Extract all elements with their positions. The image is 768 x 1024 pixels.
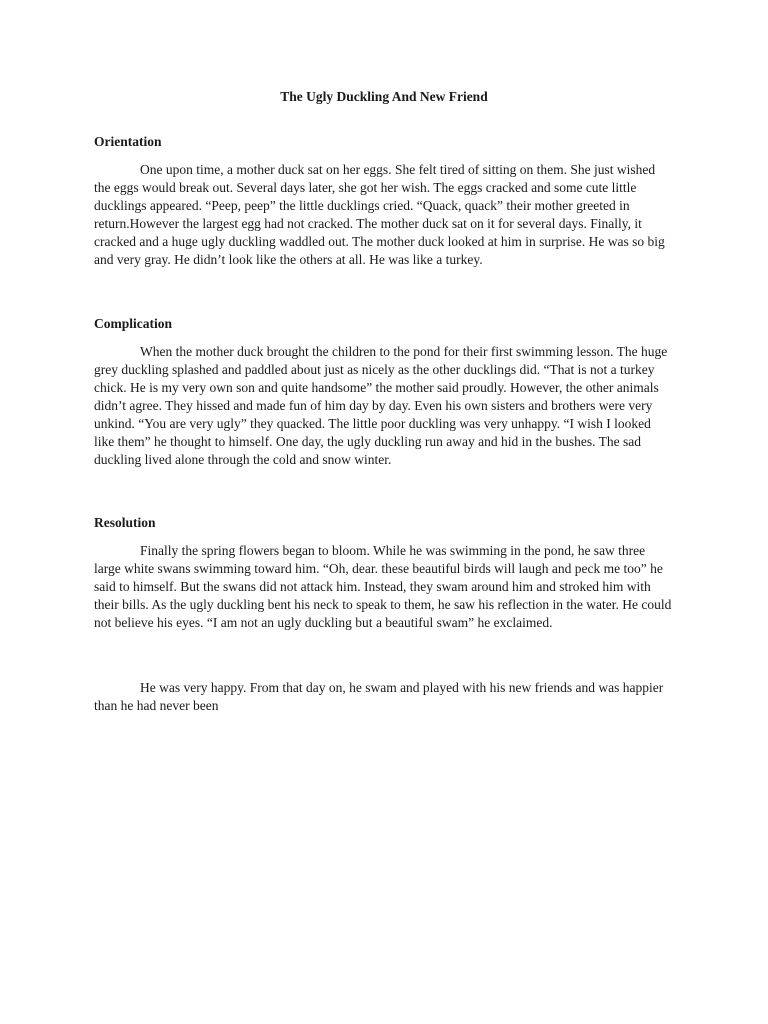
section-heading-orientation: Orientation (94, 134, 162, 149)
section-heading-complication: Complication (94, 316, 173, 331)
section-paragraph-resolution: Finally the spring flowers began to bloom. While he was swimming in the pond, he saw three large white swans swimming toward him. “Oh, dear. these beautiful birds will laugh and peck me too” he said to himself. But the swans did not attack him. Instead, they swam around him and stroked him with their bills. As the ugly duckling bent his neck to speak to them, he saw his reflection in the water. He could not believe his eyes. “I am not an ugly duckling but a beautiful swam” he exclaimed. (94, 543, 672, 630)
document-title: The Ugly Duckling And New Friend (280, 89, 488, 104)
section-paragraph-complication: When the mother duck brought the children to the pond for their first swimming lesson. The huge grey duckling splashed and paddled about just as nicely as the other ducklings did. “That is not a turkey chick. He is my very own son and quite handsome” the mother said proudly. However, the other animals didn’t agree. They hissed and made fun of him day by day. Even his own sisters and brothers were very unkind. “You are very ugly” they quacked. The little poor duckling was very unhappy. “I wish I looked like them” he thought to himself. One day, the ugly duckling run away and hid in the bushes. The sad duckling lived alone through the cold and snow winter. (94, 344, 668, 467)
closing-paragraph: He was very happy. From that day on, he swam and played with his new friends and was happier than he had never been (94, 680, 664, 713)
section-heading-resolution: Resolution (94, 515, 156, 530)
section-paragraph-orientation: One upon time, a mother duck sat on her eggs. She felt tired of sitting on them. She just wished the eggs would break out. Several days later, she got her wish. The eggs cracked and some cute little ducklings appeared. “Peep, peep” the little ducklings cried. “Quack, quack” their mother greeted in return.However the largest egg had not cracked. The mother duck sat on it for several days. Finally, it cracked and a huge ugly duckling waddled out. The mother duck looked at him in surprise. He was so big and very gray. He didn’t look like the others at all. He was like a turkey. (94, 162, 665, 267)
